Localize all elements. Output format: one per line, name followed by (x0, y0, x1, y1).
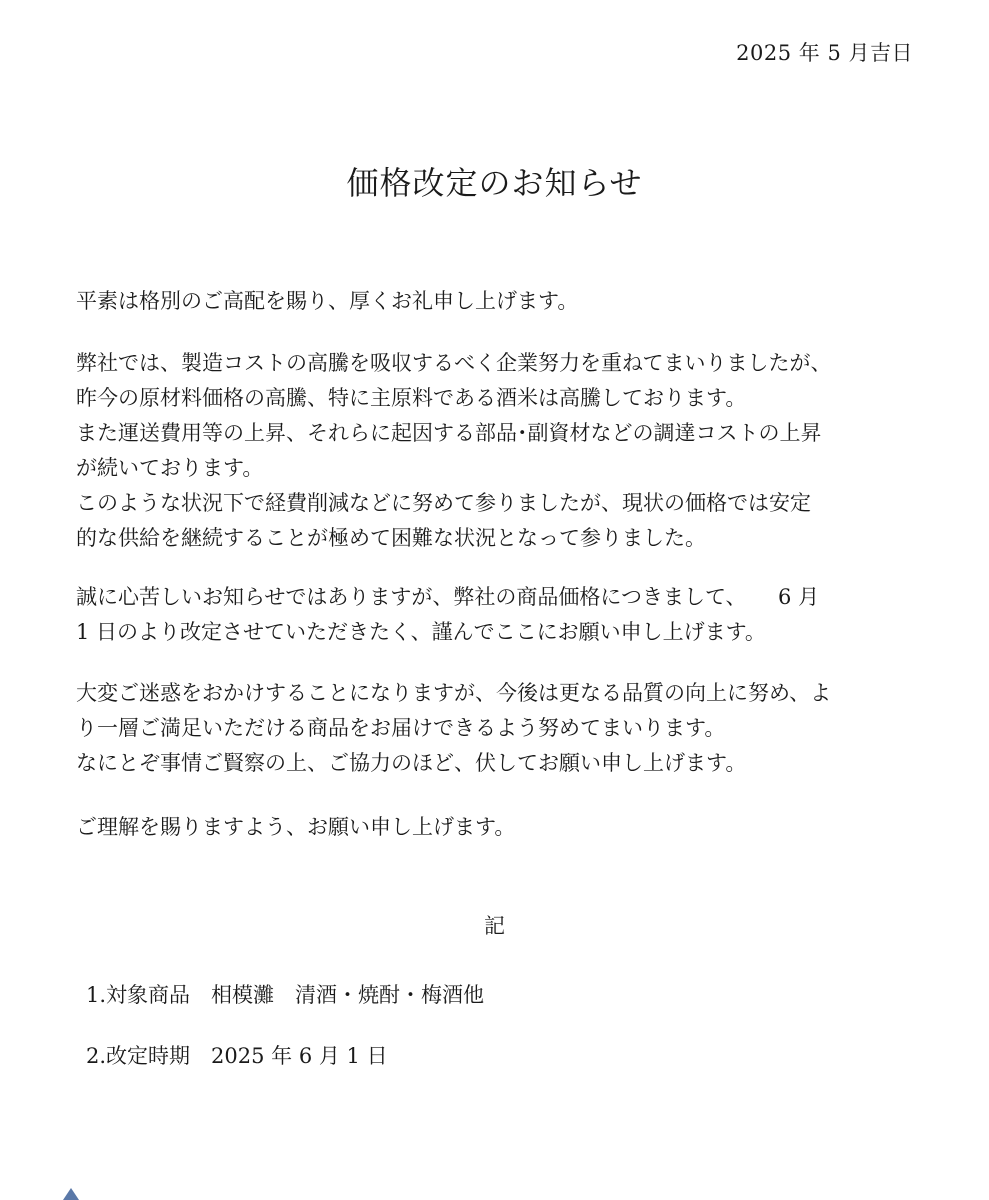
text-line: 大変ご迷惑をおかけすることになりますが、今後は更なる品質の向上に努め、よ (76, 681, 832, 705)
text-line: ご理解を賜りますよう、お願い申し上げます。 (76, 815, 516, 839)
text-line: が続いております。 (76, 456, 264, 480)
text-line: 的な供給を継続することが極めて困難な状況となって参りました。 (76, 526, 706, 550)
text-line: このような状況下で経費削減などに努めて参りましたが、現状の価格では安定 (76, 491, 811, 515)
text-line: 誠に心苦しいお知らせではありますが、弊社の商品価格につきまして、 6 月 (76, 585, 820, 609)
text-line: また運送費用等の上昇、それらに起因する部品･副資材などの調達コストの上昇 (76, 421, 822, 445)
text-line: 1 日のより改定させていただきたく、謹んでここにお願い申し上げます。 (76, 620, 766, 644)
text-line: り一層ご満足いただける商品をお届けできるよう努めてまいります。 (76, 716, 726, 740)
revision-date-item: 2.改定時期 2025 年 6 月 1 日 (86, 1044, 388, 1068)
paragraph-closing (76, 810, 916, 845)
document-title: 価格改定のお知らせ (346, 164, 643, 202)
text-line: 平素は格別のご高配を賜り、厚くお礼申し上げます。 (76, 289, 579, 313)
notes-heading: 記 (484, 914, 505, 938)
triangle-icon (63, 1188, 79, 1200)
paragraph-apology (76, 676, 916, 781)
paragraph-announcement (76, 580, 916, 650)
text-line: なにとぞ事情ご賢察の上、ご協力のほど、伏してお願い申し上げます。 (76, 751, 747, 775)
paragraph-greeting (76, 284, 916, 319)
text-line: 弊社では、製造コストの高騰を吸収するべく企業努力を重ねてまいりましたが、 (76, 351, 832, 375)
issue-date: 2025 年 5 月吉日 (736, 41, 913, 65)
target-products-item: 1.対象商品 相模灘 清酒・焼酎・梅酒他 (86, 983, 485, 1007)
text-line: 昨今の原材料価格の高騰、特に主原料である酒米は高騰しております。 (76, 386, 747, 410)
paragraph-background (76, 346, 916, 556)
